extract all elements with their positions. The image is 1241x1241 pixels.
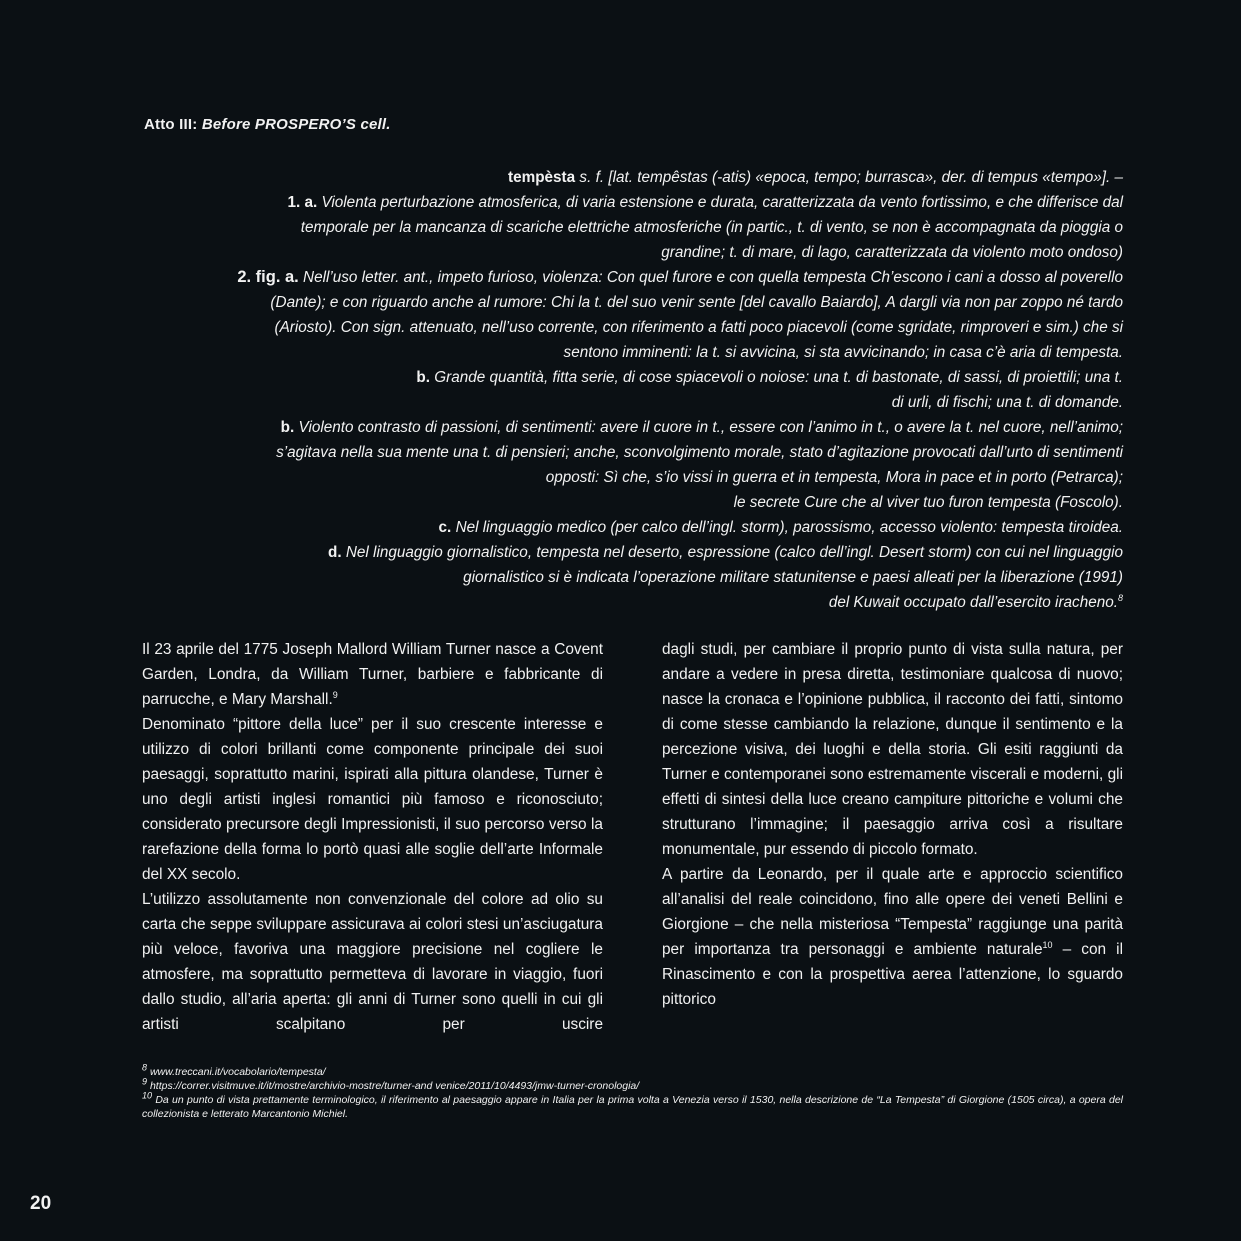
act-title: Before PROSPERO’S cell. bbox=[201, 116, 391, 133]
definition-line bbox=[120, 490, 1123, 515]
definition-text: opposti: Sì che, s’io vissi in guerra et in tempesta, Mora in pace et in porto (Petrarca); bbox=[545, 469, 1123, 486]
section-heading bbox=[144, 116, 391, 133]
definition-text: giornalistico si è indicata l’operazione militare statunitense e paesi alleati per la liberazione (1991) bbox=[463, 569, 1123, 586]
footnote-text: www.treccani.it/vocabolario/tempesta/ bbox=[149, 1066, 326, 1078]
page-number: 20 bbox=[30, 1193, 52, 1214]
definition-line bbox=[120, 215, 1123, 240]
definition-text: grandine; t. di mare, di lago, caratterizzata da violento moto ondoso) bbox=[661, 244, 1123, 261]
definition-line bbox=[120, 565, 1123, 590]
footnote-number: 10 bbox=[142, 1090, 153, 1101]
definition-text: Nel linguaggio giornalistico, tempesta nel deserto, espressione (calco dell’ingl. Desert storm) con cui nel linguaggio bbox=[345, 544, 1123, 561]
definition-line bbox=[120, 515, 1123, 540]
footnote-reference: 8 bbox=[1117, 592, 1123, 603]
paragraph-text: – con il Rinascimento e con la prospettiva aerea l’attenzione, lo sguardo pittorico bbox=[662, 941, 1123, 1008]
definition-line bbox=[120, 590, 1123, 615]
footnote-text: Da un punto di vista prettamente terminologico, il riferimento al paesaggio appare in Italia per la prima volta a Venezia verso il 1530, nella descrizione de “La Tempesta” di Giorgione (1505 circa), a opera del collezionista e letterato Marcantonio Michiel. bbox=[142, 1094, 1124, 1120]
paragraph-text: A partire da Leonardo, per il quale arte e approccio scientifico all’analisi del reale coincidono, fino alle opere dei veneti Bellini e Giorgione – che nella misteriosa “Tempesta” raggiunge una parità per importanza tra personaggi e ambiente naturale bbox=[662, 866, 1123, 958]
sense-marker: 2. fig. a. bbox=[237, 268, 299, 286]
definition-text: Violento contrasto di passioni, di sentimenti: avere il cuore in t., essere con l’animo in t., o avere la t. nel cuore, nell’animo; bbox=[298, 419, 1123, 436]
definition-text: Nel linguaggio medico (per calco dell’ingl. storm), parossismo, accesso violento: tempesta tiroidea. bbox=[455, 519, 1123, 536]
definition-line bbox=[120, 265, 1123, 290]
definition-text: Grande quantità, fitta serie, di cose spiacevoli o noiose: una t. di bastonate, di sassi, di proiettili; una t. bbox=[434, 369, 1123, 386]
sense-marker: c. bbox=[438, 519, 452, 536]
sense-marker: b. bbox=[280, 419, 295, 436]
footnote bbox=[142, 1062, 1123, 1079]
definition-text: (Dante); e con riguardo anche al rumore: Chi la t. del suo venir sente [del cavallo Baiardo], A dargli via non par zoppo né tardo bbox=[270, 294, 1123, 311]
definition-text: del Kuwait occupato dall’esercito iracheno. bbox=[828, 594, 1118, 611]
footnote-reference: 10 bbox=[1042, 939, 1053, 950]
definition-line bbox=[120, 290, 1123, 315]
definition-line bbox=[120, 365, 1123, 390]
definition-line bbox=[120, 465, 1123, 490]
definition-text: (Ariosto). Con sign. attenuato, nell’uso corrente, con riferimento a fatti poco piacevoli (come sgridate, rimproveri e sim.) che si bbox=[274, 319, 1123, 336]
act-label: Atto III: bbox=[144, 116, 198, 133]
paragraph bbox=[142, 637, 603, 712]
definition-line bbox=[120, 440, 1123, 465]
definition-headline bbox=[120, 165, 1123, 190]
definition-line bbox=[120, 240, 1123, 265]
footnote-number: 9 bbox=[142, 1076, 148, 1087]
definition-text: temporale per la mancanza di scariche elettriche atmosferiche (in partic., t. di vento, se non è accompagnata da pioggia o bbox=[300, 219, 1123, 236]
etymology: s. f. [lat. tempêstas (-atis) «epoca, tempo; burrasca», der. di tempus «tempo»]. – bbox=[579, 169, 1123, 186]
definition-line bbox=[120, 190, 1123, 215]
paragraph: dagli studi, per cambiare il proprio punto di vista sulla natura, per andare a vedere in presa diretta, testimoniare qualcosa di nuovo; nasce la cronaca e l’opinione pubblica, il racconto dei fatti, sintomo di come stesse cambiando la relazione, dunque il sentimento e la percezione visiva, dei luoghi e della storia. Gli esiti raggiunti da Turner e contemporanei sono estremamente viscerali e moderni, gli effetti di sintesi della luce creano campiture pittoriche e volumi che strutturano l’immagine; il paesaggio arriva così a risultare monumentale, pur essendo di piccolo formato. bbox=[662, 641, 1123, 858]
footnote-number: 8 bbox=[142, 1062, 148, 1073]
paragraph: Denominato “pittore della luce” per il suo crescente interesse e utilizzo di colori brillanti come componente principale dei suoi paesaggi, soprattutto marini, ispirati alla pittura olandese, Turner è uno degli artisti inglesi romantici più famoso e riconosciuto; considerato precursore degli Impressionisti, il suo percorso verso la rarefazione della forma lo portò quasi alle soglie dell’arte Informale del XX secolo. bbox=[142, 716, 603, 883]
definition-text: s’agitava nella sua mente una t. di pensieri; anche, sconvolgimento morale, stato d’agitazione provocati dall’urto di sentimenti bbox=[276, 444, 1123, 461]
definition-text: sentono imminenti: la t. si avvicina, si sta avvicinando; in casa c’è aria di tempesta. bbox=[563, 344, 1123, 361]
definition-line bbox=[120, 315, 1123, 340]
body-column-left bbox=[142, 637, 603, 1037]
sense-marker: b. bbox=[416, 369, 430, 386]
definition-line bbox=[120, 540, 1123, 565]
definition-text: le secrete Cure che al viver tuo furon tempesta (Foscolo). bbox=[733, 494, 1123, 511]
headword: tempèsta bbox=[508, 169, 576, 186]
definition-line bbox=[120, 340, 1123, 365]
paragraph: L’utilizzo assolutamente non convenzionale del colore ad olio su carta che seppe sviluppare assicurava ai colori stesi un’asciugatura più veloce, favoriva una maggiore precisione nel cogliere le atmosfere, ma soprattutto permetteva di lavorare in viaggio, fuori dallo studio, all’aria aperta: gli anni di Turner sono quelli in cui gli artisti scalpitano per uscire bbox=[142, 891, 603, 1033]
paragraph bbox=[662, 862, 1123, 1012]
footnote bbox=[142, 1076, 1123, 1093]
paragraph-text: Il 23 aprile del 1775 Joseph Mallord William Turner nasce a Covent Garden, Londra, da William Turner, barbiere e fabbricante di parrucche, e Mary Marshall. bbox=[142, 641, 603, 708]
sense-marker: 1. a. bbox=[287, 194, 318, 211]
definition-text: Violenta perturbazione atmosferica, di varia estensione e durata, caratterizzata da vento fortissimo, e che differisce dal bbox=[321, 194, 1123, 211]
body-column-right bbox=[662, 637, 1123, 1012]
sense-marker: d. bbox=[327, 544, 342, 561]
definition-line bbox=[120, 390, 1123, 415]
definition-text: di urli, di fischi; una t. di domande. bbox=[891, 394, 1123, 411]
definition-line bbox=[120, 415, 1123, 440]
footnote bbox=[142, 1090, 1124, 1121]
footnote-reference: 9 bbox=[332, 689, 338, 700]
footnote-text: https://correr.visitmuve.it/it/mostre/archivio-mostre/turner-and venice/2011/10/4493/jmw-turner-cronologia/ bbox=[149, 1080, 640, 1092]
dictionary-definition bbox=[120, 165, 1123, 615]
footnotes bbox=[142, 1062, 1124, 1121]
definition-text: Nell’uso letter. ant., impeto furioso, violenza: Con quel furore e con quella tempesta Ch’escono i cani a dosso al poverello bbox=[303, 269, 1123, 286]
